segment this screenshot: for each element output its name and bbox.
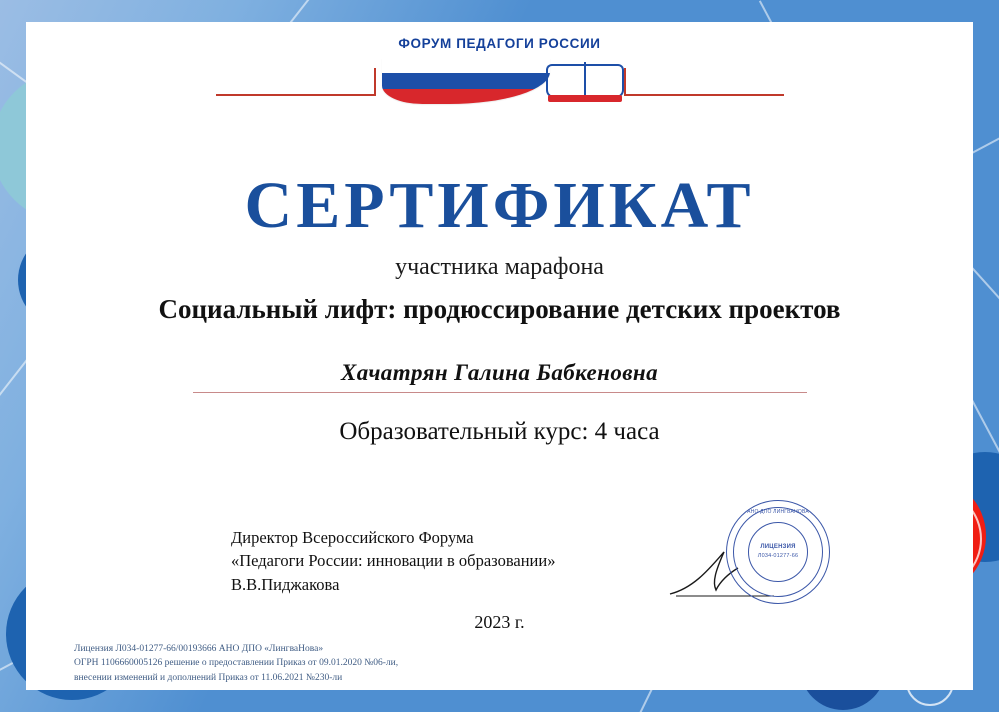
signature-line-2: «Педагоги России: инновации в образовании» [231,551,556,571]
book-page-right [586,64,624,98]
book-base [548,95,622,102]
participant-block [26,360,973,393]
logo-center [376,36,624,120]
participant-underline [193,392,807,393]
license-line-3: внесении изменений и дополнений Приказ от 11.06.2021 №230-ли [74,672,343,683]
certificate-card [26,22,973,690]
russian-flag-icon [382,58,550,104]
signature-line-1: Директор Всероссийского Форума [231,528,474,547]
certificate-subtitle: участника марафона [395,254,604,280]
book-page-left [546,64,584,98]
license-line-2: ОГРН 1106660005126 решение о предоставлении Приказ от 09.01.2020 №06-ли, [74,658,399,669]
flag-stripe-white [382,58,550,73]
signature-block [231,526,555,596]
logo-tick-right [624,68,626,94]
stamp-bottom-text: Л034-01277-66 [757,553,799,559]
participant-name: Хачатрян Галина Бабкеновна [341,360,658,385]
book-spine [584,62,586,96]
course-name: Социальный лифт: продюссирование детских проектов [158,294,841,324]
flag-stripe-blue [382,73,550,88]
stamp-top-text: АНО ДПО ЛИНГВАНОВА [747,509,809,515]
signature-line-3: В.В.Пиджакова [231,574,340,594]
stamp-mid-text: ЛИЦЕНЗИЯ [760,544,796,550]
logo-rule-left [216,94,376,96]
logo-title-text: ФОРУМ ПЕДАГОГИ РОССИИ [398,36,601,51]
forum-logo [26,36,973,120]
logo-rule-right [624,94,784,96]
certificate-year: 2023 г. [474,612,525,632]
flag-stripe-red [382,89,550,104]
open-book-icon [546,62,624,106]
stamp-core-ring [748,522,808,582]
license-footer [74,642,398,685]
certificate-title: СЕРТИФИКАТ [244,169,755,242]
official-stamp [726,500,830,604]
license-line-1: Лицензия Л034-01277-66/00193666 АНО ДПО «ЛингваНова» [74,644,324,654]
course-hours: Образовательный курс: 4 часа [339,418,660,445]
